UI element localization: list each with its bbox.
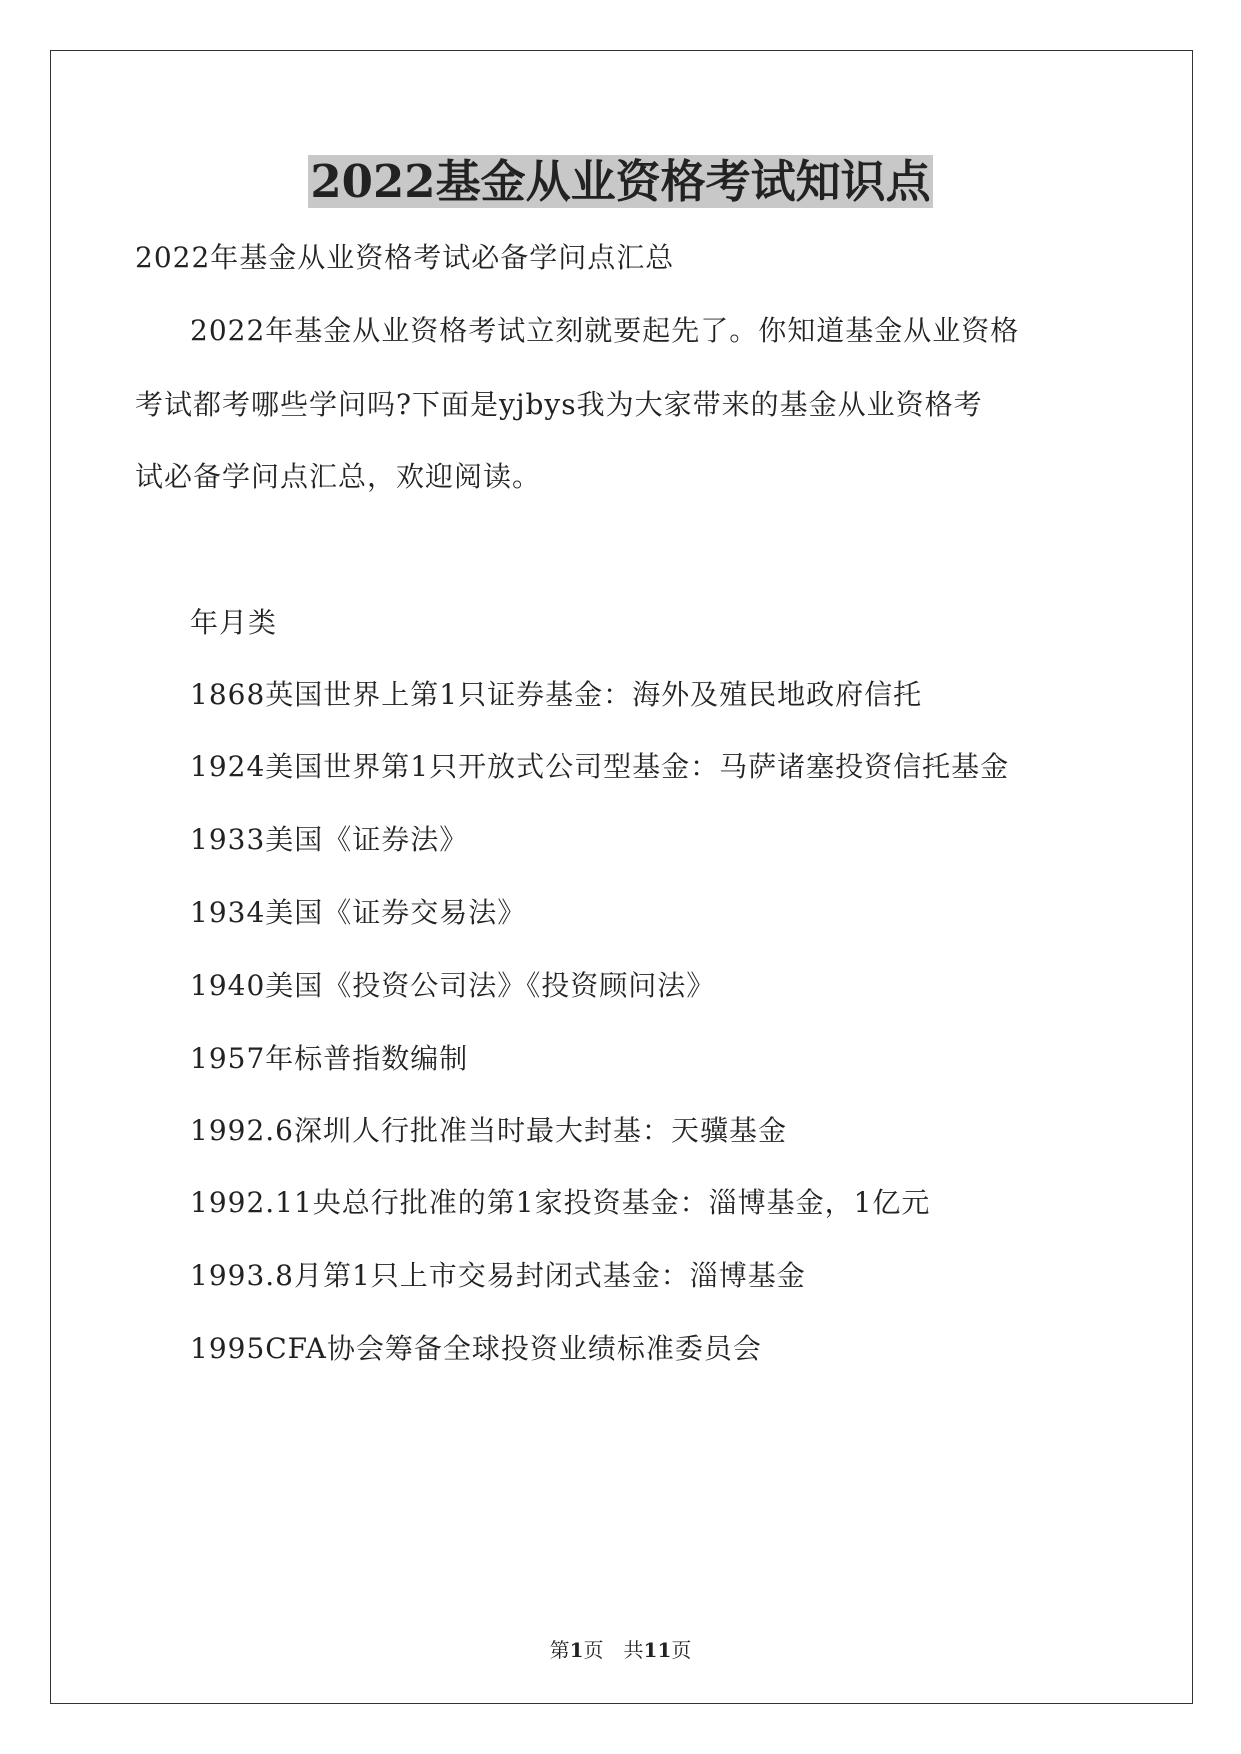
footer-page-number: 1 — [569, 1638, 584, 1662]
title-text: 2022基金从业资格考试知识点 — [310, 155, 931, 208]
page-border — [50, 50, 1193, 1704]
intro-line-2: 考试都考哪些学问吗?下面是yjbys我为大家带来的基金从业资格考 — [135, 388, 983, 421]
list-item: 1940美国《投资公司法》《投资顾问法》 — [190, 969, 716, 1002]
list-item: 1868英国世界上第1只证券基金：海外及殖民地政府信托 — [190, 678, 923, 711]
list-item: 1934美国《证券交易法》 — [190, 896, 527, 929]
footer-mid: 页 共 — [583, 1638, 644, 1662]
list-item: 1933美国《证券法》 — [190, 823, 469, 856]
subtitle: 2022年基金从业资格考试必备学问点汇总 — [135, 241, 675, 274]
list-item: 1924美国世界第1只开放式公司型基金：马萨诸塞投资信托基金 — [190, 750, 1010, 783]
document-title — [0, 152, 1241, 212]
page-footer — [0, 1637, 1241, 1663]
intro-line-3: 试必备学问点汇总，欢迎阅读。 — [135, 460, 542, 493]
footer-suffix: 页 — [671, 1638, 692, 1662]
list-item: 1995CFA协会筹备全球投资业绩标准委员会 — [190, 1332, 762, 1365]
intro-line-1: 2022年基金从业资格考试立刻就要起先了。你知道基金从业资格 — [190, 314, 1020, 347]
list-item: 1992.6深圳人行批准当时最大封基：天骥基金 — [190, 1114, 787, 1147]
list-item: 1993.8月第1只上市交易封闭式基金：淄博基金 — [190, 1259, 806, 1292]
list-item: 1992.11央总行批准的第1家投资基金：淄博基金，1亿元 — [190, 1186, 931, 1219]
section-heading: 年月类 — [190, 606, 278, 639]
list-item: 1957年标普指数编制 — [190, 1042, 469, 1075]
footer-total-pages: 11 — [643, 1638, 672, 1662]
footer-prefix: 第 — [549, 1638, 570, 1662]
